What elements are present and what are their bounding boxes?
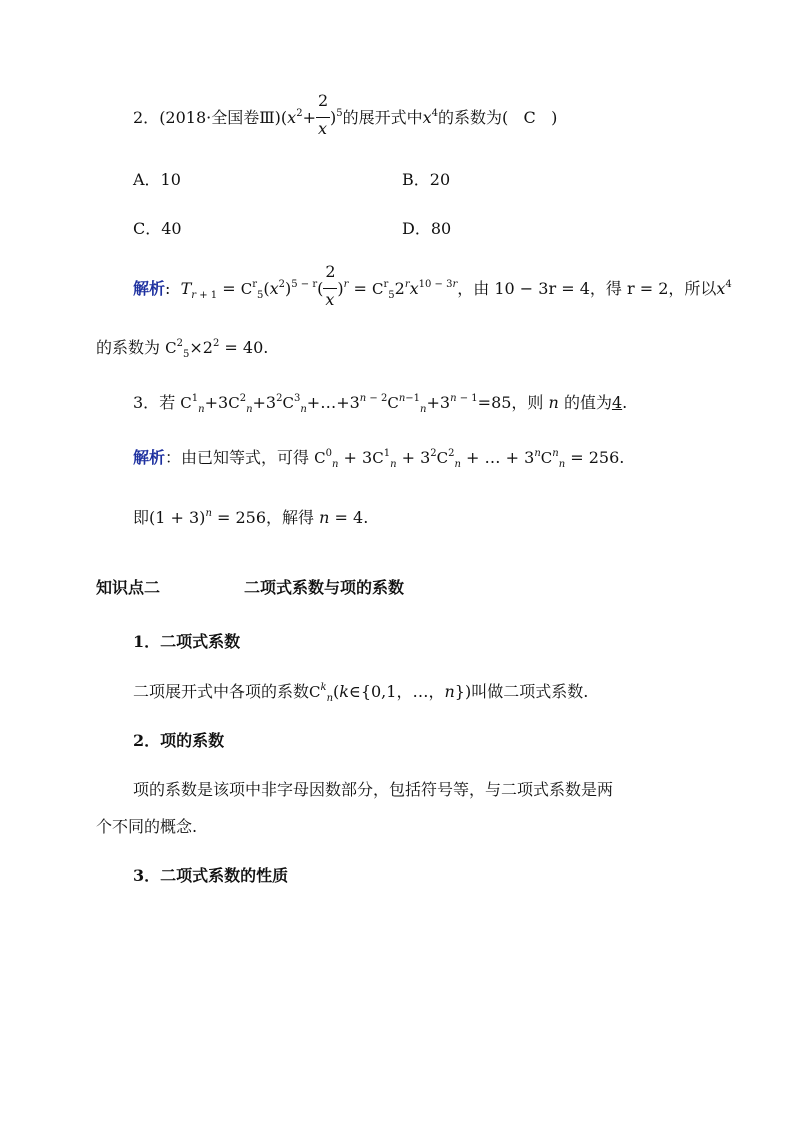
- item1-title: 1．二项式系数: [133, 632, 241, 651]
- section-title-right: 二项式系数与项的系数: [244, 578, 405, 597]
- item3-title: 3．二项式系数的性质: [133, 866, 289, 885]
- q2-mid-text: 的展开式中: [342, 108, 423, 127]
- q3-answer: 4: [611, 393, 623, 412]
- q2-option-a: A．10: [133, 170, 181, 189]
- q2-stem: 2．(2018·全国卷$Ⅲ)(x^2+$ $\frac{2}{x}$ )$^5$的展开式中$x^4$的系数为( C ): [133, 90, 558, 138]
- q2-solution-line2: 的系数为 $C^2_5\times 2^2 = 40$.: [96, 338, 269, 360]
- q2-option-b: B．20: [402, 170, 451, 189]
- section-title-left: 知识点二: [96, 578, 161, 597]
- item2-title: 2．项的系数: [133, 731, 225, 750]
- q2-source: (2018·全国卷Ⅲ): [159, 108, 281, 127]
- q3-solution-label: 解析: [133, 448, 166, 467]
- q3-number: 3．: [133, 393, 160, 412]
- q2-solution-line1: 解析: $T_{r + 1} = C^r_5(x^2)^{5 - r}$( $\frac{2}{x}$ )$^r = C^r_52^rx^{10 - 3r}$，由 10 − 3r = 4，得 r = 2，所以$x^4$: [133, 261, 732, 309]
- q3-solution-line1: 解析：由已知等式，可得 $C^0_n + 3C^1_n + 3^2C^2_n$ + … + $3^nC^n_n = 256$.: [133, 448, 625, 470]
- q2-solution-label: 解析: [133, 279, 166, 298]
- q3-stem: 3．若 $C^1_n+3C^2_n+3^2C^3_n+\dots+3^{n - 2}C^{n-1}_n+3^{n - 1}=85$，则 n 的值为4.: [133, 393, 628, 415]
- q2-expr: ($x^2+$ $\frac{2}{x}$ )$^5$: [280, 90, 343, 138]
- q2-number: 2．: [133, 108, 160, 127]
- item1-body: 二项展开式中各项的系数$C^k_n(k\in\{0,1$，…，n})叫做二项式系数.: [133, 682, 589, 704]
- q3-solution-line2: 即$(1 + 3)^n = 256$，解得 n = 4.: [133, 508, 369, 527]
- item2-body-line1: 项的系数是该项中非字母因数部分，包括符号等，与二项式系数是两: [133, 780, 614, 799]
- q2-solution-text: ，由 10 − 3r = 4，得 r = 2，所以: [457, 279, 717, 298]
- q2-tail-text: 的系数为(: [438, 108, 509, 127]
- item2-body-line2: 个不同的概念.: [96, 817, 198, 836]
- q2-fraction: $\frac{2}{x}$: [317, 90, 329, 138]
- q2-answer: C: [523, 108, 536, 127]
- q2-option-d: D．80: [402, 219, 452, 238]
- q2-option-c: C．40: [133, 219, 182, 238]
